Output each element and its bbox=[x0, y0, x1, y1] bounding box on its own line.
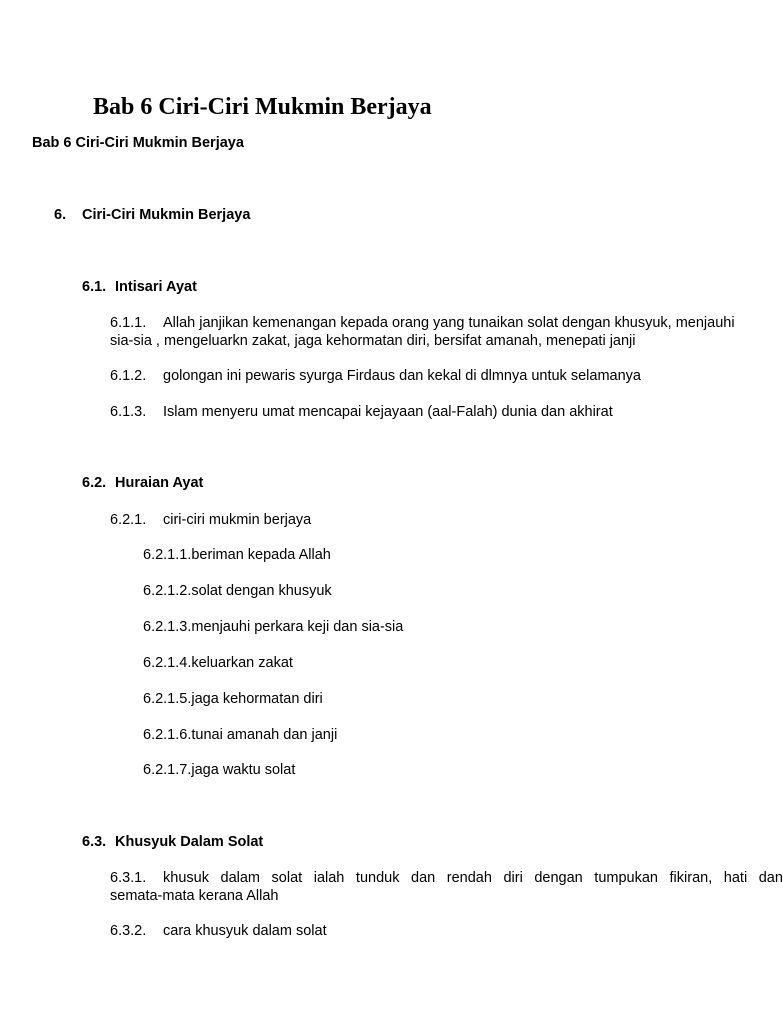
list-item-6-3-1-justified-text bbox=[163, 869, 783, 887]
section-title: Huraian Ayat bbox=[115, 475, 204, 491]
section-heading-6-3 bbox=[82, 833, 263, 851]
sub-item-6-2-1-7: 6.2.1.7.jaga waktu solat bbox=[143, 762, 296, 778]
item-number: 6.3.2. bbox=[110, 923, 147, 939]
section-number: 6.1. bbox=[82, 279, 107, 295]
sub-item-6-2-1-4: 6.2.1.4.keluarkan zakat bbox=[143, 655, 293, 671]
document-title: Bab 6 Ciri-Ciri Mukmin Berjaya bbox=[93, 94, 432, 120]
list-item-6-1-2 bbox=[110, 367, 641, 385]
section-number: 6.2. bbox=[82, 475, 107, 491]
section-number: 6.3. bbox=[82, 834, 107, 850]
chapter-title: Ciri-Ciri Mukmin Berjaya bbox=[82, 207, 251, 223]
section-title: Intisari Ayat bbox=[115, 279, 197, 295]
word: dalam bbox=[220, 870, 260, 886]
item-text: Islam menyeru umat mencapai kejayaan (aal-Falah) dunia dan akhirat bbox=[163, 404, 613, 420]
sub-item-6-2-1-1: 6.2.1.1.beriman kepada Allah bbox=[143, 547, 331, 563]
word: diri bbox=[503, 870, 523, 886]
section-title: Khusyuk Dalam Solat bbox=[115, 834, 264, 850]
sub-item-6-2-1-2: 6.2.1.2.solat dengan khusyuk bbox=[143, 583, 332, 599]
document-subtitle: Bab 6 Ciri-Ciri Mukmin Berjaya bbox=[32, 135, 244, 151]
list-item-6-1-1 bbox=[110, 314, 735, 332]
list-item-6-1-1-continuation: sia-sia , mengeluarkn zakat, jaga kehormatan diri, bersifat amanah, menepati janji bbox=[110, 333, 636, 349]
list-item-6-3-1 bbox=[110, 869, 163, 887]
list-item-6-3-1-continuation: semata-mata kerana Allah bbox=[110, 888, 279, 904]
chapter-heading bbox=[54, 206, 250, 224]
word: tumpukan bbox=[594, 870, 658, 886]
sub-item-6-2-1-5: 6.2.1.5.jaga kehormatan diri bbox=[143, 691, 323, 707]
word: fikiran, bbox=[669, 870, 713, 886]
list-item-6-2-1 bbox=[110, 511, 311, 529]
list-item-6-3-2 bbox=[110, 922, 327, 940]
word: ialah bbox=[313, 870, 345, 886]
word: solat bbox=[271, 870, 303, 886]
item-number: 6.2.1. bbox=[110, 512, 147, 528]
section-heading-6-1 bbox=[82, 278, 197, 296]
item-text: cara khusyuk dalam solat bbox=[163, 923, 327, 939]
word: hati bbox=[723, 870, 748, 886]
item-number: 6.1.1. bbox=[110, 315, 147, 331]
word: dan bbox=[411, 870, 436, 886]
sub-item-6-2-1-3: 6.2.1.3.menjauhi perkara keji dan sia-sia bbox=[143, 619, 404, 635]
section-heading-6-2 bbox=[82, 474, 203, 492]
word: tunduk bbox=[355, 870, 400, 886]
word: dan bbox=[758, 870, 783, 886]
sub-item-6-2-1-6: 6.2.1.6.tunai amanah dan janji bbox=[143, 727, 338, 743]
word: rendah bbox=[446, 870, 492, 886]
list-item-6-1-3 bbox=[110, 403, 613, 421]
word: khusuk bbox=[163, 870, 209, 886]
item-number: 6.3.1. bbox=[110, 870, 147, 886]
chapter-number: 6. bbox=[54, 207, 67, 223]
word: dengan bbox=[534, 870, 583, 886]
item-text: Allah janjikan kemenangan kepada orang yang tunaikan solat dengan khusyuk, menjauhi bbox=[163, 315, 735, 331]
item-text: ciri-ciri mukmin berjaya bbox=[163, 512, 312, 528]
item-number: 6.1.2. bbox=[110, 368, 147, 384]
item-number: 6.1.3. bbox=[110, 404, 147, 420]
item-text: golongan ini pewaris syurga Firdaus dan kekal di dlmnya untuk selamanya bbox=[163, 368, 641, 384]
